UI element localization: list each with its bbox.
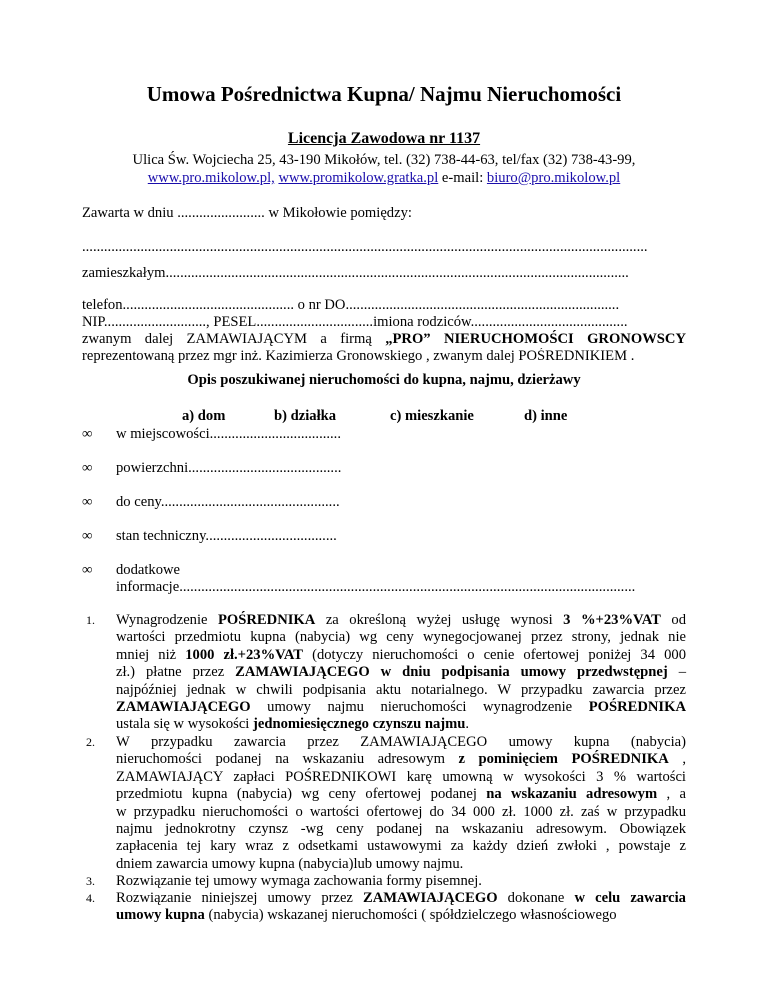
clause-segment: jednomiesięcznego czynszu najmu [253,716,466,733]
section-title: Opis poszukiwanej nieruchomości do kupna, najmu, dzierżawy [187,372,581,388]
clause-segment: (nabycia) wskazanej nieruchomości ( spółdzielczego własnościowego [204,907,617,924]
clause-segment: zł.) płatne przez [116,664,236,681]
document-title: Umowa Pośrednictwa Kupna/ Najmu Nieruchomości [146,82,622,106]
clause-line [116,629,686,646]
clause-segment: ZAMAWIAJĄCEGO [116,699,251,715]
license-number: Licencja Zawodowa nr 1137 [287,130,481,147]
clause-segment: ZAMAWIAJĄCEGO w dniu podpisania umowy przedwstępnej [235,664,668,681]
bullet-icon: ∞ [82,426,93,442]
clause-segment: . [465,716,470,733]
website-link-1[interactable]: www.pro.mikolow.pl, [147,170,275,186]
email-link[interactable]: biuro@pro.mikolow.pl [486,170,621,186]
client-line [82,331,686,348]
list-item-area: powierzchni.......................................... [116,460,342,476]
bullet-icon: ∞ [82,494,93,510]
clause-segment: mniej niż [116,646,186,663]
option-mieszkanie: c) mieszkanie [390,408,474,424]
company-links [0,170,768,187]
email-label: e-mail: [441,170,484,186]
clause-line [116,856,686,873]
bullet-icon: ∞ [82,528,93,544]
clause-line [116,804,686,821]
list-item-extra-info: informacje............................................................................................................................. [116,579,636,595]
clause-number-4: 4. [86,891,95,905]
clause-segment: ZAMAWIAJĄCY zapłaci POŚREDNIKOWI karę umowną w wysokości 3 % wartości [116,768,686,785]
clause-line [116,786,686,803]
clause-line [116,838,686,855]
bullet-icon: ∞ [82,460,93,476]
clause-line [116,716,686,733]
clause-segment: ZAMAWIAJĄCEGO [363,890,498,906]
clause-segment: wartości przedmiotu kupna (nabycia) wg ceny wynegocjowanej przez strony, jednak nie [116,629,686,646]
list-item-price: do ceny................................................. [116,494,340,510]
clause-number-2: 2. [86,735,95,749]
clause-segment: z pominięciem POŚREDNIKA [458,751,669,768]
clause-line [116,890,686,907]
clause-line [116,769,686,786]
bullet-icon: ∞ [82,562,93,578]
clause-line [116,699,686,716]
list-item-extra: dodatkowe [116,562,181,578]
clause-segment: W przypadku zawarcia przez ZAMAWIAJĄCEGO umowy kupna (nabycia) [116,734,686,750]
nip-pesel-line: NIP............................, PESEL................................imiona rodziców........................................... [82,314,628,330]
clause-segment: – [667,664,687,681]
company-address: Ulica Św. Wojciecha 25, 43-190 Mikołów, tel. (32) 738-44-63, tel/fax (32) 738-43-99, [132,152,636,168]
resident-line: zamieszkałym............................................................................................................................... [82,265,629,281]
clause-segment: ustala się w wysokości [116,716,254,733]
representative-line: reprezentowaną przez mgr inż. Kazimierza Gronowskiego , zwanym dalej POŚREDNIKIEM . [82,348,635,364]
clause-number-1: 1. [86,613,95,627]
clause-line [116,907,686,924]
clause-segment: najmu jednokrotny czynsz -wg ceny podanej na wskazaniu adresowym. Obowiązek [116,821,686,837]
clause-line [116,664,686,681]
clause-3-text: Rozwiązanie tej umowy wymaga zachowania formy pisemnej. [116,873,482,889]
party-name-line: ........................................................................................................................................................... [82,239,648,255]
clause-line [116,821,686,838]
company-name: „PRO” NIERUCHOMOŚCI GRONOWSCY [385,331,686,347]
clause-segment: , [668,751,686,768]
clause-segment: zapłacenia tej kary wraz z odsetkami ustawowymi za każdy dzień zwłoki , powstaje z [116,838,686,855]
clause-segment: POŚREDNIKA [588,699,686,715]
clause-segment: nieruchomości podanej na wskazaniu adresowym [116,751,459,768]
option-inne: d) inne [524,408,568,424]
clause-line [116,647,686,664]
phone-id-line: telefon............................................... o nr DO........................................................................... [82,297,620,313]
clause-line [116,734,686,751]
clause-segment: Wynagrodzenie [116,612,219,628]
clause-segment: (dotyczy nieruchomości o cenie ofertowej poniżej 34 000 [303,646,686,663]
option-dom: a) dom [182,408,226,424]
clause-segment: na wskazaniu adresowym [486,786,658,803]
clause-segment: , a [657,786,686,803]
clause-segment: przedmiotu kupna (nabycia) wg ceny ofertowej podanej [116,786,487,803]
clause-line [116,682,686,699]
clause-segment: w przypadku nieruchomości o wartości ofertowej do 34 000 zł. 1000 zł. zaś w przypadku [116,803,686,820]
clause-segment: umowy kupna [116,907,205,924]
clause-line [116,751,686,768]
contract-date-line: Zawarta w dniu ........................ w Mikołowie pomiędzy: [82,205,412,221]
clause-line [116,612,686,629]
clause-segment: dniem zawarcia umowy kupna (nabycia)lub umowy najmu. [116,855,464,872]
website-link-2[interactable]: www.promikolow.gratka.pl [278,170,439,186]
clause-segment: najpóźniej jednak w chwili podpisania aktu notarialnego. W przypadku zawarcia przez [116,681,686,698]
clause-segment: POŚREDNIKA [218,612,316,628]
clause-segment: od [660,612,687,628]
clause-segment: 3 %+23%VAT [563,612,661,628]
clause-segment: umowy najmu nieruchomości wynagrodzenie [250,699,589,715]
clause-segment: 1000 zł.+23%VAT [185,646,304,663]
client-text: zwanym dalej ZAMAWIAJĄCYM a firmą [82,331,372,347]
clause-segment: w celu zawarcia [574,890,686,906]
clause-segment: za określoną wyżej usługę wynosi [315,612,564,628]
clause-segment: dokonane [497,890,575,906]
list-item-condition: stan techniczny.................................... [116,528,337,544]
clause-segment: Rozwiązanie niniejszej umowy przez [116,890,363,906]
list-item-location: w miejscowości.................................... [116,426,341,442]
option-dzialka: b) działka [274,408,337,424]
clause-number-3: 3. [86,874,95,888]
